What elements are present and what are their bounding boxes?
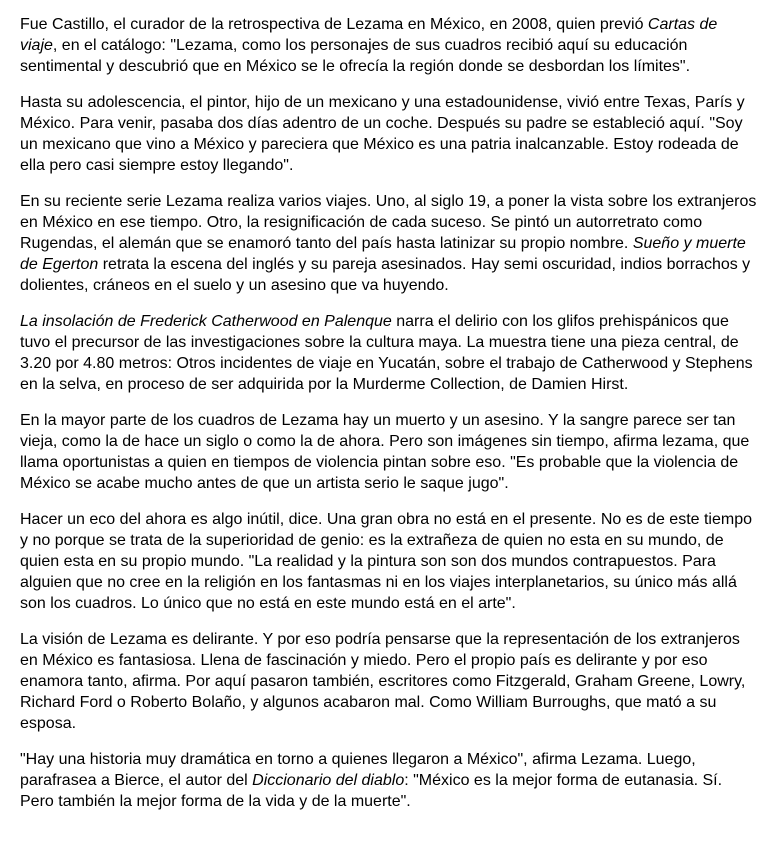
paragraph (20, 92, 759, 176)
text-segment: : "México es la mejor forma de eutanasia. Sí. Pero también la mejor forma de la vida y de la muerte". (20, 772, 723, 810)
paragraph (20, 410, 759, 494)
text-segment: Fue Castillo, el curador de la retrospectiva de Lezama en México, en 2008, quien previó (20, 16, 648, 33)
work-title: La insolación de Frederick Catherwood en Palenque (20, 313, 392, 330)
work-title: Sueño y muerte de Egerton (20, 235, 746, 273)
text-segment: En su reciente serie Lezama realiza varios viajes. Uno, al siglo 19, a poner la vista sobre los extranjeros en México en ese tiempo. Otro, la resignificación de cada suceso. Se pintó un autorretrato como Rugendas, el alemán que se enamoró tanto del país hasta latinizar su propio nombre. (20, 193, 757, 252)
paragraph (20, 509, 759, 614)
text-segment: La visión de Lezama es delirante. Y por eso podría pensarse que la representación de los extranjeros en México es fantasiosa. Llena de fascinación y miedo. Pero el propio país es delirante y por eso enamora tanto, afirma. Por aquí pasaron también, escritores como Fitzgerald, Graham Greene, Lowry, Richard Ford o Roberto Bolaño, y algunos acabaron mal. Como William Burroughs, que mató a su esposa. (20, 631, 746, 732)
paragraph (20, 311, 759, 395)
text-segment: "Hay una historia muy dramática en torno a quienes llegaron a México", afirma Lezama. Luego, parafrasea a Bierce, el autor del (20, 751, 696, 789)
text-segment: En la mayor parte de los cuadros de Lezama hay un muerto y un asesino. Y la sangre parece ser tan vieja, como la de hace un siglo o como la de ahora. Pero son imágenes sin tiempo, afirma lezama, que llama oportunistas a quien en tiempos de violencia pintan sobre eso. "Es probable que la violencia de México se acabe mucho antes de que un artista serio le saque jugo". (20, 412, 750, 492)
paragraph (20, 629, 759, 734)
work-title: Diccionario del diablo (252, 772, 405, 789)
text-segment: , en el catálogo: "Lezama, como los personajes de sus cuadros recibió aquí su educación sentimental y descubrió que en México se le ofrecía la región donde se desbordan los límites". (20, 37, 691, 75)
text-segment: Hasta su adolescencia, el pintor, hijo de un mexicano y una estadounidense, vivió entre Texas, París y México. Para venir, pasaba dos días adentro de un coche. Después su padre se estableció aquí. "Soy un mexicano que vino a México y pareciera que México es una patria inalcanzable. Estoy rodeada de ella pero casi siempre estoy llegando". (20, 94, 745, 174)
work-title: Cartas de viaje (20, 16, 718, 54)
paragraph (20, 14, 759, 77)
text-segment: narra el delirio con los glifos prehispánicos que tuvo el precursor de las investigaciones sobre la cultura maya. La muestra tiene una pieza central, de 3.20 por 4.80 metros: Otros incidentes de viaje en Yucatán, sobre el trabajo de Catherwood y Stephens en la selva, en proceso de ser adquirida por la Murderme Collection, de Damien Hirst. (20, 313, 753, 393)
text-segment: Hacer un eco del ahora es algo inútil, dice. Una gran obra no está en el presente. No es de este tiempo y no porque se trata de la superioridad de genio: es la extrañeza de quien no esta en su mundo, de quien esta en su propio mundo. "La realidad y la pintura son son dos mundos contrapuestos. Para alguien que no cree en la religión en los fantasmas ni en los viajes interplanetarios, su único más allá son los cuadros. Lo único que no está en este mundo está en el arte". (20, 511, 753, 612)
paragraph (20, 749, 759, 812)
paragraph (20, 191, 759, 296)
text-segment: retrata la escena del inglés y su pareja asesinados. Hay semi oscuridad, indios borrachos y dolientes, cráneos en el suelo y un asesino que va huyendo. (20, 256, 751, 294)
